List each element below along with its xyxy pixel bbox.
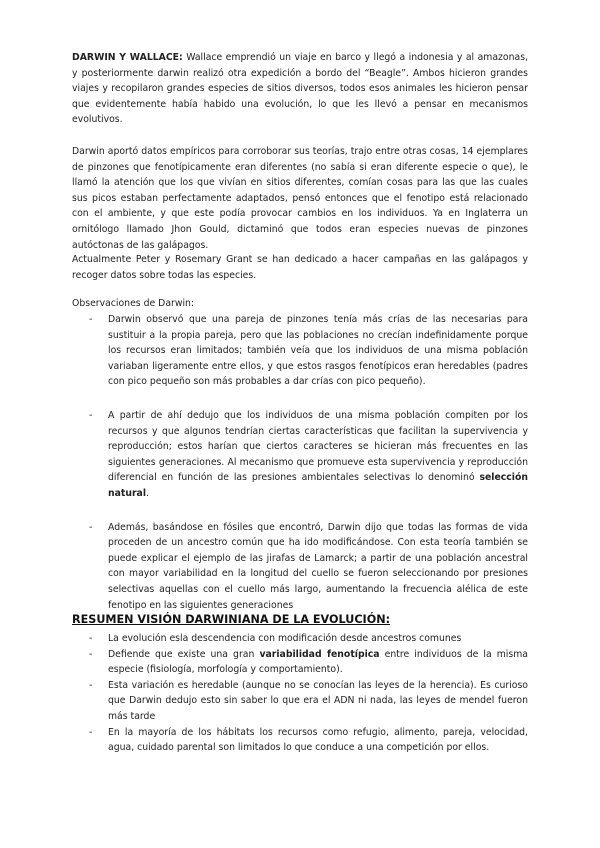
bold-term: selección natural: [108, 472, 528, 499]
paragraph-grant: Actualmente Peter y Rosemary Grant se han dedicado a hacer campañas en las galápagos y recoger datos sobre todas las especies.: [72, 254, 528, 281]
list-item: [72, 631, 528, 647]
paragraph-lead: DARWIN Y WALLACE:: [72, 52, 183, 63]
summary-list: [72, 631, 528, 756]
list-item: [72, 520, 528, 614]
bullet-dash: -: [89, 409, 93, 421]
list-item-text: A partir de ahí dedujo que los individuos de una misma población compiten por los recursos y que algunos tendrían ciertas características que facilitan la supervivencia y reproducción; estos harían que ciertos caracteres se hicieran más frecuentes en las siguientes generaciones. Al mecanismo que promueve esta supervivencia y reproducción diferencial en función de las presiones ambientales selectivas lo denominó: [108, 409, 528, 484]
observations-title: Observaciones de Darwin:: [72, 298, 195, 309]
bullet-dash: -: [89, 679, 93, 691]
bullet-dash: -: [89, 314, 93, 325]
paragraph-darwin-wallace: [72, 50, 528, 128]
list-item: [72, 725, 528, 756]
bullet-dash: -: [89, 648, 93, 660]
list-item-text-end: entre individuos de la misma especie (fisiología, morfología y comportamiento).: [108, 648, 528, 676]
list-item-text: Esta variación es heredable (aunque no se conocían las leyes de la herencia). Es curioso que Darwin dedujo esto sin saber lo que era el ADN ni nada, las leyes de mendel fueron más tarde: [108, 679, 528, 722]
bullet-dash: -: [89, 726, 93, 738]
bullet-dash: -: [89, 521, 93, 533]
list-item-end: .: [146, 487, 149, 499]
paragraph-darwin-data: Darwin aportó datos empíricos para corroborar sus teorías, trajo entre otras cosas, 14 ejemplares de pinzones que fenotípicamente eran diferentes (no sabía si eran diferente especie o que), le llamó la atención que los que vivían en sitios diferentes, comían cosas para las que las cuales sus picos estaban perfectamente adaptados, pensó entonces que el fenotipo está relacionado con el ambiente, y que este podía provocar cambios en los individuos. Ya en Inglaterra un ornitólogo llamado Jhon Gould, dictaminó que todos eran especies nuevas de pinzones autóctonas de las galápagos.: [72, 146, 528, 251]
bullet-dash: -: [89, 633, 93, 644]
observations-list: [72, 312, 528, 613]
paragraph-text: Wallace emprendió un viaje en barco y llegó a indonesia y al amazonas, y posteriormente darwin realizó otra expedición a bordo del “Beagle”. Ambos hicieron grandes viajes y recopilaron grandes especies de sitios diversos, todos esos animales les hicieron pensar que evidentemente había habido una evolución, lo que les llevó a pensar en mecanismos evolutivos.: [72, 52, 528, 126]
bold-term: variabilidad fenotípica: [259, 648, 380, 660]
summary-heading: RESUMEN VISIÓN DARWINIANA DE LA EVOLUCIÓN:: [72, 613, 391, 626]
list-item-text: Darwin observó que una pareja de pinzones tenía más crías de las necesarias para sustituir a la propia pareja, pero que las poblaciones no crecían indefinidamente porque los recursos eran limitados; también veía que los individuos de una misma población variaban ligeramente entre ellos, y que estos rasgos fenotípicos eran heredables (padres con pico pequeño son más probables a dar crías con pico pequeño).: [108, 314, 528, 388]
list-item-text: Defiende que existe una gran: [108, 648, 260, 660]
list-item-text: La evolución esla descendencia con modificación desde ancestros comunes: [108, 633, 462, 644]
list-item-text: Además, basándose en fósiles que encontró, Darwin dijo que todas las formas de vida proceden de un ancestro común que ha ido modificándose. Con esta teoría también se puede explicar el ejemplo de las jirafas de Lamarck; a partir de una población ancestral con mayor variabilidad en la longitud del cuello se fueron seleccionando por presiones selectivas aquellas con el cuello más largo, aumentando la frecuencia alélica de este fenotipo en las siguientes generaciones: [108, 521, 528, 611]
list-item: [72, 678, 528, 725]
list-item: [72, 312, 528, 390]
list-item: [72, 408, 528, 502]
list-item: [72, 647, 528, 678]
list-item-text: En la mayoría de los hábitats los recursos como refugio, alimento, pareja, velocidad, agua, cuidado parental son limitados lo que conduce a una competición por ellos.: [108, 726, 528, 754]
